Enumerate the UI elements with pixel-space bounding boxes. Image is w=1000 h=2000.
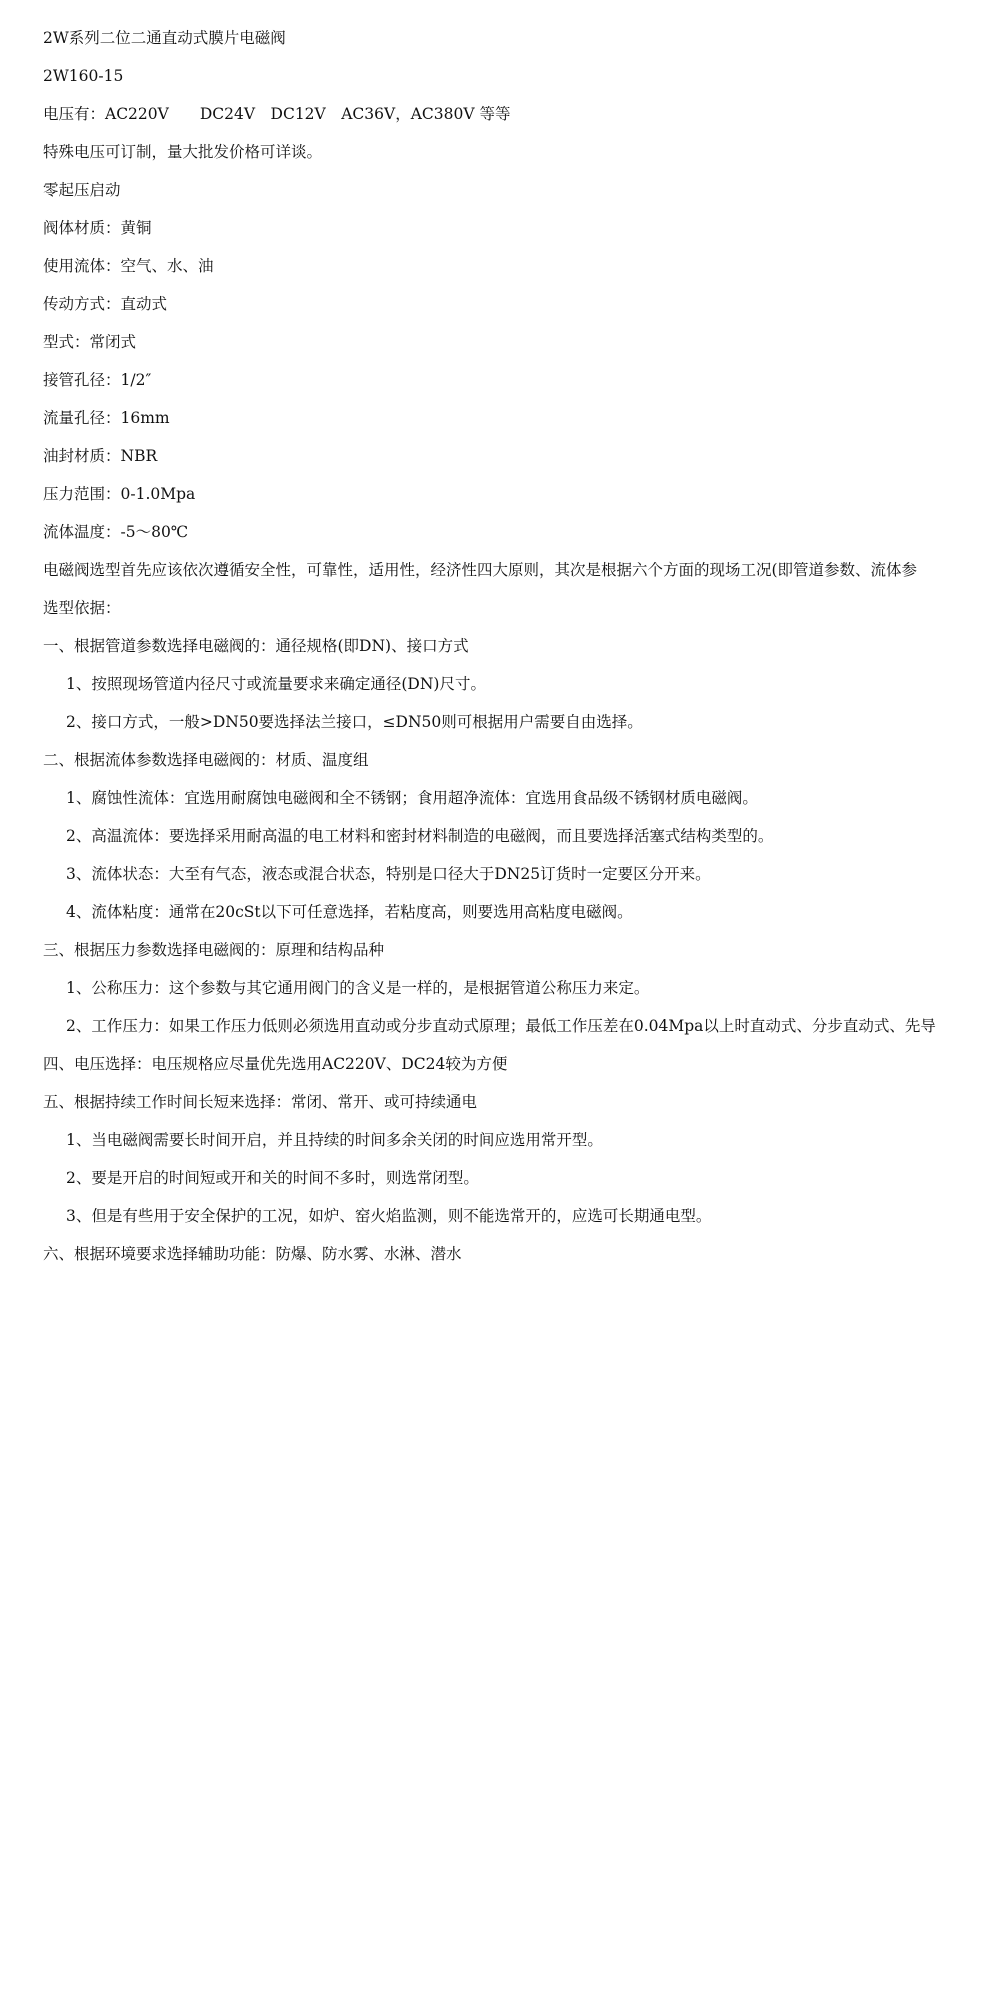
section-heading-voltage: 四、电压选择：电压规格应尽量优先选用AC220V、DC24较为方便 xyxy=(43,1055,508,1073)
list-item: 4、流体粘度：通常在20cSt以下可任意选择，若粘度高，则要选用高粘度电磁阀。 xyxy=(66,903,633,921)
section-heading-pressure: 三、根据压力参数选择电磁阀的：原理和结构品种 xyxy=(43,941,385,959)
voltage-spec: 电压有：AC220V DC24V DC12V AC36V，AC380V 等等 xyxy=(43,105,511,123)
orifice-spec: 流量孔径：16mm xyxy=(43,409,170,427)
section-heading-duty-time: 五、根据持续工作时间长短来选择：常闭、常开、或可持续通电 xyxy=(43,1093,478,1111)
list-item: 2、高温流体：要选择采用耐高温的电工材料和密封材料制造的电磁阀，而且要选择活塞式结构类型的。 xyxy=(66,827,774,845)
section-heading-fluid: 二、根据流体参数选择电磁阀的：材质、温度组 xyxy=(43,751,369,769)
fluid-spec: 使用流体：空气、水、油 xyxy=(43,257,214,275)
model-number: 2W160-15 xyxy=(43,67,124,85)
list-item: 1、按照现场管道内径尺寸或流量要求来确定通径(DN)尺寸。 xyxy=(66,675,486,693)
list-item: 3、流体状态：大至有气态，液态或混合状态，特别是口径大于DN25订货时一定要区分开来。 xyxy=(66,865,711,883)
type-spec: 型式：常闭式 xyxy=(43,333,137,351)
seal-material-spec: 油封材质：NBR xyxy=(43,447,158,465)
actuation-spec: 传动方式：直动式 xyxy=(43,295,168,313)
document-body xyxy=(43,24,1000,1278)
body-material-spec: 阀体材质：黄铜 xyxy=(43,219,152,237)
selection-principles-paragraph: 电磁阀选型首先应该依次遵循安全性，可靠性，适用性，经济性四大原则，其次是根据六个方面的现场工况(即管道参数、流体参 xyxy=(43,561,918,579)
list-item: 2、要是开启的时间短或开和关的时间不多时，则选常闭型。 xyxy=(66,1169,479,1187)
section-heading-pipe: 一、根据管道参数选择电磁阀的：通径规格(即DN)、接口方式 xyxy=(43,637,469,655)
list-item: 1、腐蚀性流体：宜选用耐腐蚀电磁阀和全不锈钢；食用超净流体：宜选用食品级不锈钢材质电磁阀。 xyxy=(66,789,758,807)
list-item: 3、但是有些用于安全保护的工况，如炉、窑火焰监测，则不能选常开的，应选可长期通电型。 xyxy=(66,1207,712,1225)
fluid-temperature-spec: 流体温度：-5～80℃ xyxy=(43,523,189,541)
port-size-spec: 接管孔径：1/2″ xyxy=(43,371,152,389)
list-item: 2、工作压力：如果工作压力低则必须选用直动或分步直动式原理；最低工作压差在0.04Mpa以上时直动式、分步直动式、先导 xyxy=(66,1017,936,1035)
list-item: 2、接口方式，一般>DN50要选择法兰接口，≤DN50则可根据用户需要自由选择。 xyxy=(66,713,643,731)
list-item: 1、当电磁阀需要长时间开启，并且持续的时间多余关闭的时间应选用常开型。 xyxy=(66,1131,603,1149)
selection-basis-heading: 选型依据： xyxy=(43,599,121,617)
custom-voltage-note: 特殊电压可订制，量大批发价格可详谈。 xyxy=(43,143,323,161)
zero-pressure-start: 零起压启动 xyxy=(43,181,121,199)
list-item: 1、公称压力：这个参数与其它通用阀门的含义是一样的，是根据管道公称压力来定。 xyxy=(66,979,650,997)
section-heading-environment: 六、根据环境要求选择辅助功能：防爆、防水雾、水淋、潜水 xyxy=(43,1245,462,1263)
pressure-range-spec: 压力范围：0-1.0Mpa xyxy=(43,485,196,503)
product-title: 2W系列二位二通直动式膜片电磁阀 xyxy=(43,29,286,47)
